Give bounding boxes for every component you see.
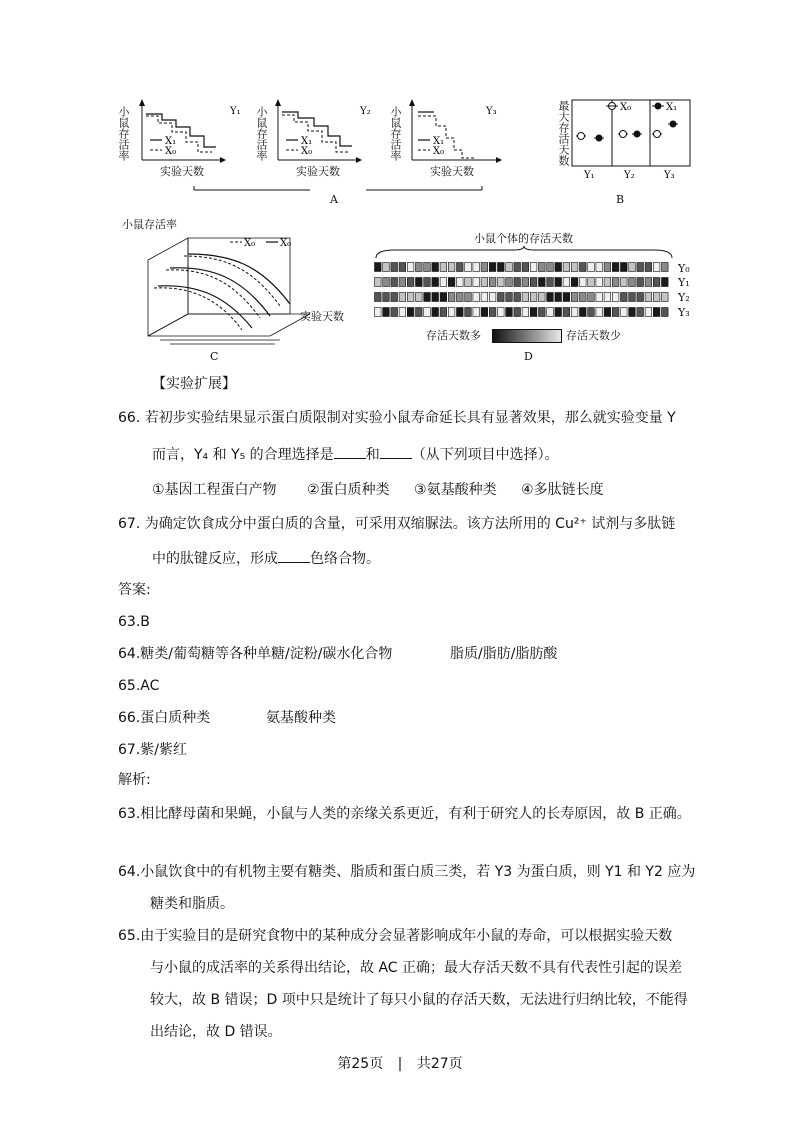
strip-cell xyxy=(555,293,562,302)
figure-c xyxy=(140,234,360,354)
strip-cell xyxy=(383,308,390,317)
strip-cell xyxy=(530,263,537,272)
strip-cell xyxy=(662,263,669,272)
strip-cell xyxy=(580,293,587,302)
strip-cell xyxy=(399,263,406,272)
legend-x0-label: X₀ xyxy=(433,146,445,157)
figure-a-panel-y3 xyxy=(409,99,502,163)
strip-cell xyxy=(489,263,496,272)
legend-x0-label: X₀ xyxy=(280,238,292,249)
strip-cell xyxy=(580,278,587,287)
strip-cell xyxy=(391,308,398,317)
strip-cell xyxy=(547,278,554,287)
strip-cell xyxy=(465,278,472,287)
strip-cell xyxy=(645,293,652,302)
gradient-legend-bar xyxy=(492,329,562,343)
strip-cell xyxy=(489,308,496,317)
strip-cell xyxy=(514,293,521,302)
strip-cell xyxy=(596,293,603,302)
strip-cell xyxy=(571,263,578,272)
q66-option-2: ②蛋白质种类 xyxy=(307,482,390,498)
strip-cell xyxy=(473,308,480,317)
strip-cell xyxy=(563,263,570,272)
legend-x0-label: X₀ xyxy=(301,146,313,157)
strip-cell xyxy=(498,308,505,317)
strip-cell xyxy=(563,293,570,302)
strip-cell xyxy=(563,308,570,317)
strip-cell xyxy=(588,308,595,317)
q66-text-c: （从下列项目中选择）。 xyxy=(411,447,559,463)
strip-cell xyxy=(621,308,628,317)
strip-cell xyxy=(530,278,537,287)
strip-cell xyxy=(440,293,447,302)
q66-blank-2 xyxy=(380,444,412,459)
answer-66-b: 氨基酸种类 xyxy=(266,710,336,726)
legend-more-days: 存活天数多 xyxy=(426,329,481,342)
strip-cell xyxy=(588,263,595,272)
strip-cell xyxy=(645,308,652,317)
figure-b-label: B xyxy=(616,193,625,206)
analysis-65-line2: 与小鼠的成活率的关系得出结论，故 AC 正确；最大存活天数不具有代表性引起的误差 xyxy=(150,960,683,976)
strip-cell xyxy=(407,308,414,317)
row-label-y0: Y₀ xyxy=(678,262,690,275)
strip-cell xyxy=(383,278,390,287)
strip-cell xyxy=(506,263,513,272)
figure-c-label: C xyxy=(210,350,219,363)
strip-cell xyxy=(407,293,414,302)
strip-cell xyxy=(440,278,447,287)
strip-cell xyxy=(596,263,603,272)
strip-cell xyxy=(481,278,488,287)
strip-cell xyxy=(375,263,382,272)
y-axis-label: 小鼠存活率 xyxy=(255,106,268,161)
strip-cell xyxy=(432,293,439,302)
strip-cell xyxy=(375,278,382,287)
strip-cell xyxy=(653,263,660,272)
strip-cell xyxy=(539,308,546,317)
strip-cell xyxy=(506,293,513,302)
strip-cell xyxy=(457,293,464,302)
strip-cell xyxy=(604,263,611,272)
strip-cell xyxy=(457,308,464,317)
strip-cell xyxy=(653,308,660,317)
figure-d-grid xyxy=(374,262,674,322)
figure-d-brace xyxy=(374,246,674,260)
strip-cell xyxy=(596,308,603,317)
strip-cell xyxy=(604,293,611,302)
strip-cell xyxy=(448,278,455,287)
answer-63: 63.B xyxy=(118,614,150,630)
q66-blank-1 xyxy=(334,444,366,459)
strip-cell xyxy=(621,278,628,287)
strip-cell xyxy=(424,278,431,287)
figure-d-label: D xyxy=(524,350,533,363)
figure-d-title: 小鼠个体的存活天数 xyxy=(474,232,573,245)
figure-a-panel-y1 xyxy=(139,99,241,163)
strip-cell xyxy=(522,293,529,302)
strip-cell xyxy=(571,293,578,302)
q66-option-4: ④多肽链长度 xyxy=(521,482,604,498)
y-axis-label: 小鼠存活率 xyxy=(389,106,402,161)
strip-cell xyxy=(498,278,505,287)
strip-cell xyxy=(416,278,423,287)
strip-cell xyxy=(440,263,447,272)
analysis-65-line4: 出结论，故 D 错误。 xyxy=(150,1024,282,1040)
strip-cell xyxy=(457,263,464,272)
footer-separator: | xyxy=(397,1056,403,1072)
strip-cell xyxy=(539,293,546,302)
panel-y2-label: Y₂ xyxy=(360,106,371,117)
strip-cell xyxy=(375,308,382,317)
q67-line1: 67. 为确定饮食成分中蛋白质的含量，可采用双缩脲法。该方法所用的 Cu²⁺ 试剂与多肽链 xyxy=(118,516,676,532)
row-label-y3: Y₃ xyxy=(678,306,690,319)
answer-64-a: 64.糖类/葡萄糖等各种单糖/淀粉/碳水化合物 xyxy=(118,646,393,662)
panel-y1-label: Y₁ xyxy=(230,106,241,117)
strip-cell xyxy=(407,263,414,272)
strip-cell xyxy=(653,278,660,287)
strip-cell xyxy=(448,293,455,302)
strip-cell xyxy=(448,308,455,317)
answer-65: 65.AC xyxy=(118,678,160,694)
panel-y3-label: Y₃ xyxy=(486,106,497,117)
panel-y3-label: Y₃ xyxy=(664,170,675,181)
strip-cell xyxy=(424,263,431,272)
figure-c-y-label: 小鼠存活率 xyxy=(122,218,177,231)
strip-cell xyxy=(530,293,537,302)
strip-cell xyxy=(530,308,537,317)
strip-cell xyxy=(383,263,390,272)
extension-heading: 【实验扩展】 xyxy=(152,376,236,392)
strip-cell xyxy=(391,293,398,302)
legend-x1-label: X₁ xyxy=(433,136,445,147)
strip-cell xyxy=(457,278,464,287)
figure-a-label: A xyxy=(330,193,338,206)
strip-cell xyxy=(473,263,480,272)
strip-cell xyxy=(637,293,644,302)
strip-cell xyxy=(645,278,652,287)
strip-cell xyxy=(416,308,423,317)
panel-y1-label: Y₁ xyxy=(584,170,595,181)
q66-option-3: ③氨基酸种类 xyxy=(414,482,497,498)
strip-cell xyxy=(596,278,603,287)
analysis-heading: 解析: xyxy=(118,772,151,788)
strip-cell xyxy=(555,278,562,287)
strip-cell xyxy=(465,293,472,302)
total-pages: 27 xyxy=(430,1056,449,1072)
strip-cell xyxy=(629,278,636,287)
strip-cell xyxy=(481,293,488,302)
strip-cell xyxy=(522,308,529,317)
strip-cell xyxy=(645,263,652,272)
strip-cell xyxy=(604,308,611,317)
strip-cell xyxy=(448,263,455,272)
legend-x1-label: X₁ xyxy=(165,136,177,147)
strip-cell xyxy=(629,263,636,272)
analysis-64-line2: 糖类和脂质。 xyxy=(150,896,234,912)
strip-cell xyxy=(571,278,578,287)
figure-a-panel-y2 xyxy=(275,99,371,163)
q66-options xyxy=(152,480,604,500)
q67-line2 xyxy=(152,548,380,569)
q66-line1: 66. 若初步实验结果显示蛋白质限制对实验小鼠寿命延长具有显著效果，那么就实验变量 Y xyxy=(118,410,676,426)
x-axis-label: 实验天数 xyxy=(296,165,340,178)
legend-x0-label: X₀ xyxy=(620,102,632,113)
analysis-64-line1: 64.小鼠饮食中的有机物主要有糖类、脂质和蛋白质三类，若 Y3 为蛋白质，则 Y1 和 Y2 应为 xyxy=(118,864,696,880)
strip-cell xyxy=(424,293,431,302)
legend-x1-label: X₁ xyxy=(301,136,313,147)
strip-cell xyxy=(604,278,611,287)
page-footer xyxy=(0,1054,800,1074)
answer-66-a: 66.蛋白质种类 xyxy=(118,710,211,726)
strip-cell xyxy=(539,278,546,287)
strip-cell xyxy=(514,278,521,287)
strip-cell xyxy=(539,263,546,272)
row-label-y1: Y₁ xyxy=(678,276,690,289)
strip-cell xyxy=(629,293,636,302)
strip-cell xyxy=(588,293,595,302)
strip-cell xyxy=(563,278,570,287)
legend-x1-label: X₁ xyxy=(666,102,678,113)
strip-cell xyxy=(416,293,423,302)
row-label-y2: Y₂ xyxy=(678,291,690,304)
q66-text-a: 而言，Y₄ 和 Y₅ 的合理选择是 xyxy=(152,447,334,463)
strip-cell xyxy=(547,263,554,272)
total-unit: 页 xyxy=(448,1056,463,1072)
analysis-65-line3: 较大，故 B 错误；D 项中只是统计了每只小鼠的存活天数，无法进行归纳比较，不能得 xyxy=(150,992,688,1008)
q66-option-1: ①基因工程蛋白产物 xyxy=(152,482,277,498)
strip-cell xyxy=(506,278,513,287)
x-axis-label: 实验天数 xyxy=(160,165,204,178)
total-prefix: 共 xyxy=(416,1056,431,1072)
answer-67: 67.紫/紫红 xyxy=(118,742,187,758)
strip-cell xyxy=(506,308,513,317)
page-prefix: 第 xyxy=(337,1056,352,1072)
legend-less-days: 存活天数少 xyxy=(566,329,621,342)
y-axis-max-days-label: 最大存活天数 xyxy=(557,100,570,166)
strip-cell xyxy=(416,263,423,272)
strip-cell xyxy=(555,263,562,272)
strip-cell xyxy=(547,293,554,302)
strip-cell xyxy=(489,293,496,302)
strip-cell xyxy=(489,278,496,287)
strip-cell xyxy=(498,293,505,302)
strip-cell xyxy=(391,263,398,272)
x-axis-label: 实验天数 xyxy=(430,165,474,178)
q67-blank xyxy=(278,548,310,563)
strip-cell xyxy=(588,278,595,287)
strip-cell xyxy=(383,293,390,302)
strip-cell xyxy=(514,263,521,272)
strip-cell xyxy=(580,263,587,272)
strip-cell xyxy=(629,308,636,317)
strip-cell xyxy=(522,278,529,287)
strip-cell xyxy=(637,308,644,317)
y-axis-label: 小鼠存活率 xyxy=(117,106,130,161)
figure-b xyxy=(560,96,700,186)
strip-cell xyxy=(465,308,472,317)
legend-x0-label: X₀ xyxy=(165,146,177,157)
strip-cell xyxy=(498,263,505,272)
strip-cell xyxy=(407,278,414,287)
strip-cell xyxy=(555,308,562,317)
strip-cell xyxy=(432,308,439,317)
strip-cell xyxy=(571,308,578,317)
figure-a xyxy=(118,96,538,206)
strip-cell xyxy=(432,278,439,287)
strip-cell xyxy=(621,293,628,302)
q67-text-a: 中的肽键反应，形成 xyxy=(152,551,278,567)
analysis-65-line1: 65.由于实验目的是研究食物中的某种成分会显著影响成年小鼠的寿命，可以根据实验天数 xyxy=(118,928,673,944)
strip-cell xyxy=(612,278,619,287)
strip-cell xyxy=(514,308,521,317)
strip-cell xyxy=(662,278,669,287)
strip-cell xyxy=(522,263,529,272)
strip-cell xyxy=(637,263,644,272)
strip-cell xyxy=(473,293,480,302)
strip-cell xyxy=(621,263,628,272)
strip-cell xyxy=(662,293,669,302)
page-unit: 页 xyxy=(369,1056,384,1072)
strip-cell xyxy=(399,308,406,317)
strip-cell xyxy=(399,293,406,302)
strip-cell xyxy=(465,263,472,272)
strip-cell xyxy=(481,308,488,317)
strip-cell xyxy=(481,263,488,272)
answer-64-b: 脂质/脂肪/脂肪酸 xyxy=(450,646,558,662)
strip-cell xyxy=(612,293,619,302)
strip-cell xyxy=(653,293,660,302)
strip-cell xyxy=(440,308,447,317)
q66-text-b: 和 xyxy=(365,447,380,463)
legend-x0-label: X₀ xyxy=(244,238,256,249)
q67-text-b: 色络合物。 xyxy=(310,551,380,567)
strip-cell xyxy=(637,278,644,287)
strip-cell xyxy=(432,263,439,272)
strip-cell xyxy=(547,308,554,317)
strip-cell xyxy=(473,278,480,287)
figure-c-x-label: 实验天数 xyxy=(300,310,344,323)
strip-cell xyxy=(612,263,619,272)
strip-cell xyxy=(375,293,382,302)
page-number: 25 xyxy=(351,1056,370,1072)
q66-line2 xyxy=(152,444,559,465)
answers-heading: 答案: xyxy=(118,582,151,598)
strip-cell xyxy=(580,308,587,317)
panel-y2-label: Y₂ xyxy=(624,170,635,181)
strip-cell xyxy=(612,308,619,317)
strip-cell xyxy=(399,278,406,287)
strip-cell xyxy=(391,278,398,287)
strip-cell xyxy=(662,308,669,317)
strip-cell xyxy=(424,308,431,317)
analysis-63: 63.相比酵母菌和果蝇，小鼠与人类的亲缘关系更近，有利于研究人的长寿原因，故 B 正确。 xyxy=(118,806,691,822)
